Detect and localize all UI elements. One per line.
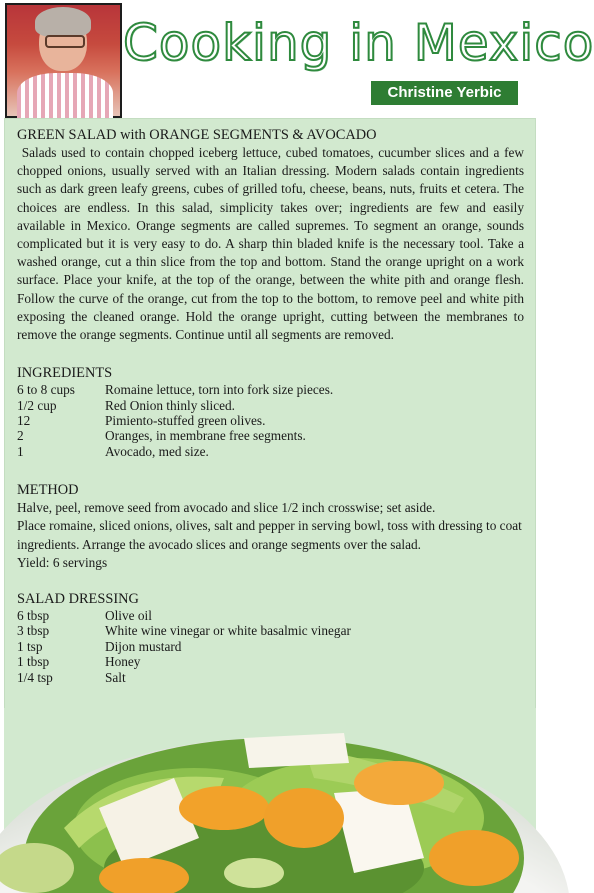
ingredient-qty: 1 — [17, 443, 24, 459]
dressing-qty: 1 tsp — [17, 638, 43, 654]
author-photo-glasses — [45, 35, 85, 48]
salad-photo — [4, 708, 536, 888]
ingredient-item: Pimiento-stuffed green olives. — [105, 413, 266, 429]
ingredient-item: Avocado, med size. — [105, 443, 209, 459]
masthead — [0, 0, 594, 120]
dressing-row — [17, 623, 351, 638]
dressing-item: Honey — [105, 654, 141, 670]
ingredient-qty: 12 — [17, 413, 31, 429]
dressing-row — [17, 639, 351, 654]
ingredient-row — [17, 444, 333, 459]
recipe-intro-text: Salads used to contain chopped iceberg lettuce, cubed tomatoes, cucumber slices and a few chopped onions, usually served with an Italian dressing. Modern salads contain ingredients such as dark green leafy greens, cubes of grilled tofu, cheese, beans, nuts, fruits et cetera. The choices are endless. In this salad, simplicity takes over; ingredients are few and easily available in Mexico. Orange segments are called supremes. To segment an orange, sounds complicated but it is very easy to do. A sharp thin bladed knife is the necessary tool. Take a washed orange, cut a thin slice from the top and bottom. Stand the orange upright on a work surface. Place your knife, at the top of the orange, between the white pith and orange flesh. Follow the curve of the orange, cut from the top to the bottom, to remove peel and white pith exposing the cleaned orange. Hold the orange upright, cutting between the membranes to remove the orange segments. Continue until all segments are removed. — [17, 145, 524, 343]
ingredient-item: Oranges, in membrane free segments. — [105, 428, 306, 444]
dressing-heading: SALAD DRESSING — [17, 591, 139, 608]
recipe-intro — [17, 144, 524, 344]
ingredients-heading: INGREDIENTS — [17, 365, 113, 382]
column-title: Cooking in Mexico — [123, 14, 594, 72]
recipe-content — [17, 126, 524, 685]
recipe-title: GREEN SALAD with ORANGE SEGMENTS & AVOCADO — [17, 127, 377, 143]
method-step: Halve, peel, remove seed from avocado and slice 1/2 inch crosswise; set aside. — [17, 500, 436, 516]
dressing-list — [17, 608, 351, 685]
method-yield: Yield: 6 servings — [17, 554, 108, 570]
ingredient-item: Red Onion thinly sliced. — [105, 397, 236, 413]
ingredient-qty: 6 to 8 cups — [17, 382, 75, 398]
ingredients-list — [17, 382, 333, 459]
ingredient-qty: 1/2 cup — [17, 397, 57, 413]
dressing-item: Dijon mustard — [105, 638, 182, 654]
author-photo — [5, 3, 122, 118]
method-heading: METHOD — [17, 482, 79, 499]
dressing-row — [17, 608, 351, 623]
dressing-qty: 3 tbsp — [17, 623, 50, 639]
method-step: Place romaine, sliced onions, olives, salt and pepper in serving bowl, toss with dressing to coat ingredients. Arrange the avocado slices and orange segments over the salad. — [17, 518, 522, 552]
dressing-item: Salt — [105, 669, 126, 685]
ingredient-row — [17, 382, 333, 397]
dressing-row — [17, 654, 351, 669]
ingredient-row — [17, 398, 333, 413]
ingredient-item: Romaine lettuce, torn into fork size pieces. — [105, 382, 334, 398]
dressing-item: White wine vinegar or white basalmic vinegar — [105, 623, 351, 639]
ingredient-row — [17, 428, 333, 443]
ingredient-qty: 2 — [17, 428, 24, 444]
dressing-qty: 6 tbsp — [17, 608, 50, 624]
dressing-row — [17, 670, 351, 685]
ingredient-row — [17, 413, 333, 428]
dressing-qty: 1 tbsp — [17, 654, 50, 670]
author-photo-shirt — [17, 73, 113, 123]
author-badge: Christine Yerbic — [371, 81, 518, 105]
dressing-item: Olive oil — [105, 608, 152, 624]
dressing-qty: 1/4 tsp — [17, 669, 53, 685]
author-photo-hair — [35, 7, 91, 37]
